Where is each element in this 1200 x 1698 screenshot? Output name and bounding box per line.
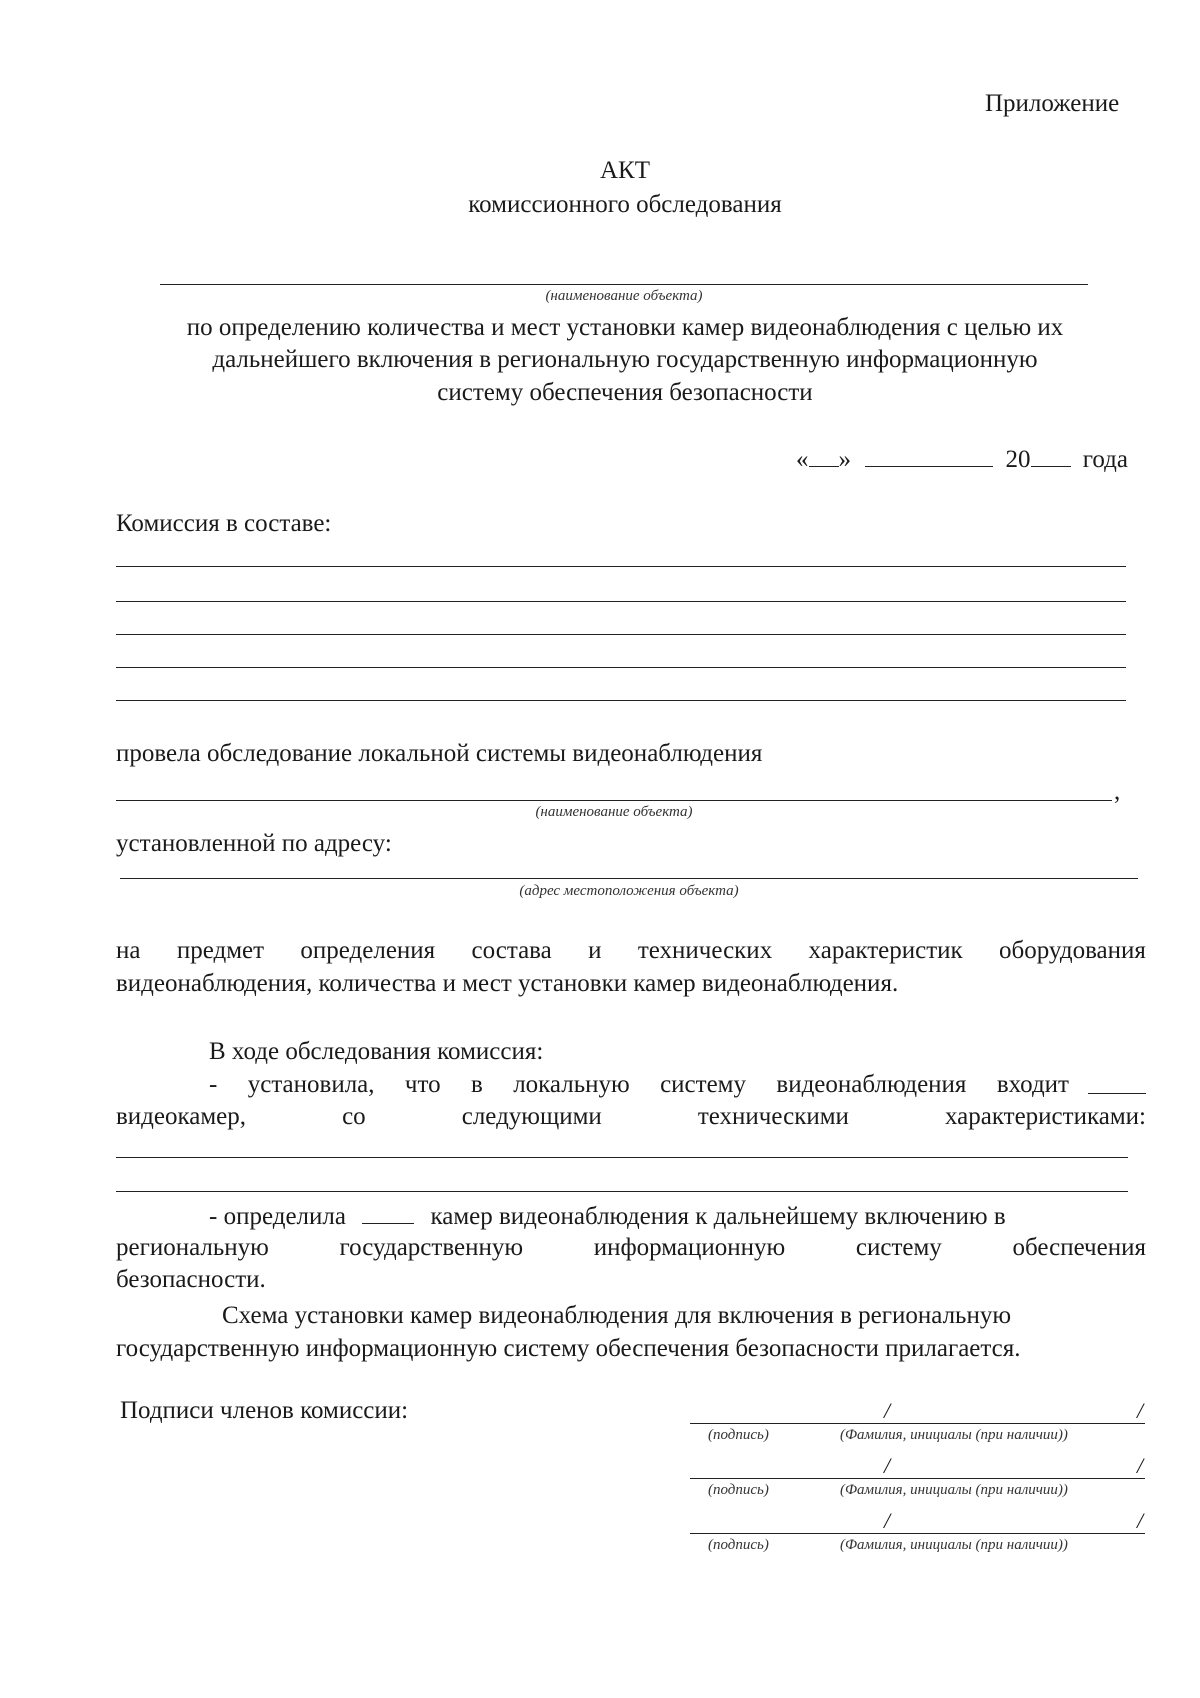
word: на — [116, 937, 141, 964]
word: обеспечения — [1012, 1234, 1146, 1261]
commission-member-line-4[interactable] — [116, 667, 1126, 668]
findings-intro: В ходе обследования комиссия: — [209, 1038, 544, 1065]
signature-slash-1b: / — [1137, 1398, 1144, 1423]
object-name-caption: (наименование объекта) — [545, 288, 703, 304]
word: состава — [471, 937, 552, 964]
word: оборудования — [999, 937, 1146, 964]
date-year-blank[interactable] — [1031, 444, 1071, 467]
date-open-quote: « — [796, 446, 809, 473]
subject-line-1 — [116, 937, 1146, 965]
word: технических — [637, 937, 773, 964]
document-subtitle: комиссионного обследования — [468, 191, 782, 218]
address-caption: (адрес местоположения объекта) — [519, 883, 739, 899]
scheme-line-1: Схема установки камер видеонаблюдения для включения в региональную — [222, 1302, 1012, 1329]
word: характеристиками: — [944, 1103, 1146, 1130]
word: установила, — [247, 1071, 375, 1098]
appendix-label: Приложение — [985, 90, 1120, 117]
purpose-line-1: по определению количества и мест установки камер видеонаблюдения с целью их — [186, 314, 1064, 341]
purpose-line-3: систему обеспечения безопасности — [437, 379, 813, 406]
date-suffix: года — [1082, 446, 1128, 473]
commission-label: Комиссия в составе: — [116, 510, 332, 537]
commission-member-line-1[interactable] — [116, 566, 1126, 567]
established-line-2 — [116, 1103, 1146, 1131]
signatures-label: Подписи членов комиссии: — [120, 1397, 409, 1424]
date-century: 20 — [1005, 446, 1031, 473]
date-day-blank[interactable] — [809, 444, 839, 467]
signature-caption-sign-3: (подпись) — [708, 1537, 769, 1553]
inspected-object-caption: (наименование объекта) — [535, 804, 693, 820]
scheme-line-2: государственную информационную систему обеспечения безопасности прилагается. — [116, 1335, 1021, 1362]
signature-line-2[interactable] — [690, 1478, 1145, 1479]
signature-slash-2b: / — [1137, 1453, 1144, 1478]
address-line[interactable] — [120, 878, 1138, 879]
signature-slash-3a: / — [884, 1508, 891, 1533]
word: в — [470, 1071, 483, 1098]
word: видеонаблюдения — [776, 1071, 967, 1098]
word: входит — [996, 1071, 1069, 1098]
determined-text-b: камер видеонаблюдения к дальнейшему включению в — [430, 1203, 1006, 1230]
characteristics-line-1[interactable] — [116, 1157, 1128, 1158]
word: что — [404, 1071, 441, 1098]
characteristics-line-2[interactable] — [116, 1191, 1128, 1192]
inspection-text: провела обследование локальной системы видеонаблюдения — [116, 740, 763, 767]
cameras-to-include-blank[interactable] — [362, 1201, 414, 1224]
signature-line-1[interactable] — [690, 1423, 1145, 1424]
commission-member-line-5[interactable] — [116, 700, 1126, 701]
date-close-quote: » — [838, 446, 851, 473]
signature-caption-sign-2: (подпись) — [708, 1482, 769, 1498]
word: техническими — [697, 1103, 849, 1130]
signature-line-3[interactable] — [690, 1533, 1145, 1534]
address-label: установленной по адресу: — [116, 830, 392, 857]
object-name-line[interactable] — [160, 284, 1088, 285]
word: со — [342, 1103, 366, 1130]
word: видеокамер, — [116, 1103, 247, 1130]
word: систему — [660, 1071, 746, 1098]
word: предмет — [176, 937, 265, 964]
word: и — [588, 937, 602, 964]
signature-slash-1a: / — [884, 1398, 891, 1423]
signature-caption-name-3: (Фамилия, инициалы (при наличии)) — [840, 1537, 1068, 1553]
determined-line-3: безопасности. — [116, 1266, 266, 1293]
word: характеристик — [808, 937, 963, 964]
determined-line-2 — [116, 1234, 1146, 1262]
signature-caption-name-2: (Фамилия, инициалы (при наличии)) — [840, 1482, 1068, 1498]
word: региональную — [116, 1234, 269, 1261]
subject-line-2: видеонаблюдения, количества и мест установки камер видеонаблюдения. — [116, 970, 899, 997]
word: определения — [300, 937, 436, 964]
commission-member-line-2[interactable] — [116, 601, 1126, 602]
signature-caption-sign-1: (подпись) — [708, 1427, 769, 1443]
word: локальную — [513, 1071, 630, 1098]
established-line-1 — [209, 1071, 1069, 1099]
word: систему — [855, 1234, 942, 1261]
signature-slash-2a: / — [884, 1453, 891, 1478]
word: информационную — [593, 1234, 786, 1261]
word: следующими — [461, 1103, 602, 1130]
document-title: АКТ — [600, 157, 650, 184]
date-line — [796, 444, 1128, 474]
commission-member-line-3[interactable] — [116, 634, 1126, 635]
determined-line-1 — [209, 1201, 1006, 1231]
word: государственную — [339, 1234, 524, 1261]
inspected-object-line[interactable] — [116, 800, 1112, 801]
purpose-line-2: дальнейшего включения в региональную государственную информационную — [212, 346, 1038, 373]
signature-slash-3b: / — [1137, 1508, 1144, 1533]
camera-count-blank[interactable] — [1088, 1093, 1146, 1094]
inspection-comma: , — [1114, 778, 1121, 805]
determined-text-a: - определила — [209, 1203, 346, 1230]
word: - — [209, 1071, 218, 1098]
date-month-blank[interactable] — [865, 444, 993, 467]
signature-caption-name-1: (Фамилия, инициалы (при наличии)) — [840, 1427, 1068, 1443]
